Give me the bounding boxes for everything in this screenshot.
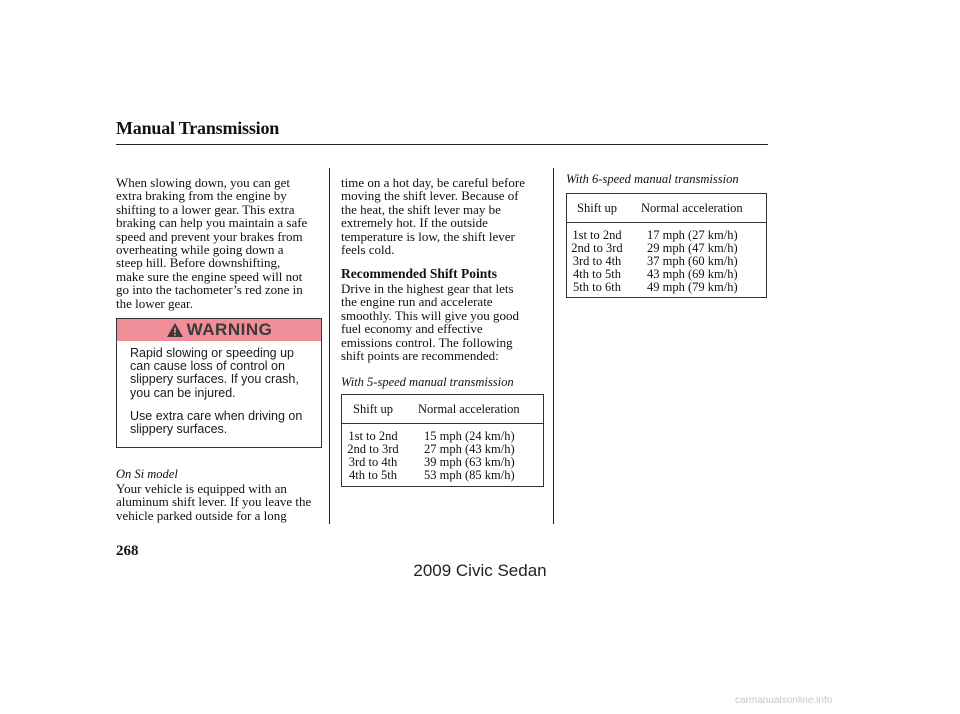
six-speed-label: With 6-speed manual transmission xyxy=(566,172,739,186)
warning-box xyxy=(116,318,322,448)
warning-heading: WARNING xyxy=(186,320,273,339)
watermark: carmanualsonline.info xyxy=(735,695,833,706)
hot-shift-lever-paragraph: time on a hot day, be careful before moving the shift lever. Because of the heat, the shift lever may be extremely hot. If the outside temperature is low, the shift lever feels cold. xyxy=(341,175,525,258)
six-speed-shift-header: Shift up xyxy=(567,194,628,223)
six-speed-shift-list: 1st to 2nd 2nd to 3rd 3rd to 4th 4th to 5th 5th to 6th xyxy=(571,228,623,294)
five-speed-speed-list: 15 mph (24 km/h) 27 mph (43 km/h) 39 mph (63 km/h) 53 mph (85 km/h) xyxy=(424,429,515,482)
six-speed-speed-list: 17 mph (27 km/h) 29 mph (47 km/h) 37 mph (60 km/h) 43 mph (69 km/h) 49 mph (79 km/h) xyxy=(647,228,738,294)
warning-triangle-icon xyxy=(166,322,184,338)
title-rule xyxy=(116,144,768,145)
column-divider-left xyxy=(329,168,330,524)
si-model-paragraph: Your vehicle is equipped with an aluminum shift lever. If you leave the vehicle parked outside for a long xyxy=(116,481,312,523)
shift-points-paragraph: Drive in the highest gear that lets the engine run and accelerate smoothly. This will give you good fuel economy and effective emissions control. The following shift points are recommended: xyxy=(341,281,520,364)
five-speed-shift-list: 1st to 2nd 2nd to 3rd 3rd to 4th 4th to 5th xyxy=(347,429,399,482)
shift-points-heading: Recommended Shift Points xyxy=(341,266,497,281)
warning-body xyxy=(117,341,321,436)
page-title: Manual Transmission xyxy=(116,118,280,138)
warning-header xyxy=(117,319,321,341)
engine-braking-paragraph: When slowing down, you can get extra braking from the engine by shifting to a lower gear. This extra braking can help you maintain a safe speed and prevent your brakes from overheating while going down a steep hill. Before downshifting, make sure the engine speed will not go into the tachometer’s red zone in the lower gear. xyxy=(116,175,308,311)
six-speed-table xyxy=(566,193,767,298)
page-number: 268 xyxy=(116,543,139,559)
five-speed-accel-header: Normal acceleration xyxy=(404,395,544,424)
five-speed-shift-header: Shift up xyxy=(342,395,405,424)
warning-text-1: Rapid slowing or speeding up can cause loss of control on slippery surfaces. If you crash, you can be injured. xyxy=(130,346,299,400)
five-speed-table xyxy=(341,394,544,487)
five-speed-label: With 5-speed manual transmission xyxy=(341,375,514,389)
warning-text-2: Use extra care when driving on slippery surfaces. xyxy=(130,408,303,437)
column-divider-right xyxy=(553,168,554,524)
six-speed-accel-header: Normal acceleration xyxy=(627,194,767,223)
si-model-label: On Si model xyxy=(116,467,178,481)
document-title: 2009 Civic Sedan xyxy=(413,561,547,580)
